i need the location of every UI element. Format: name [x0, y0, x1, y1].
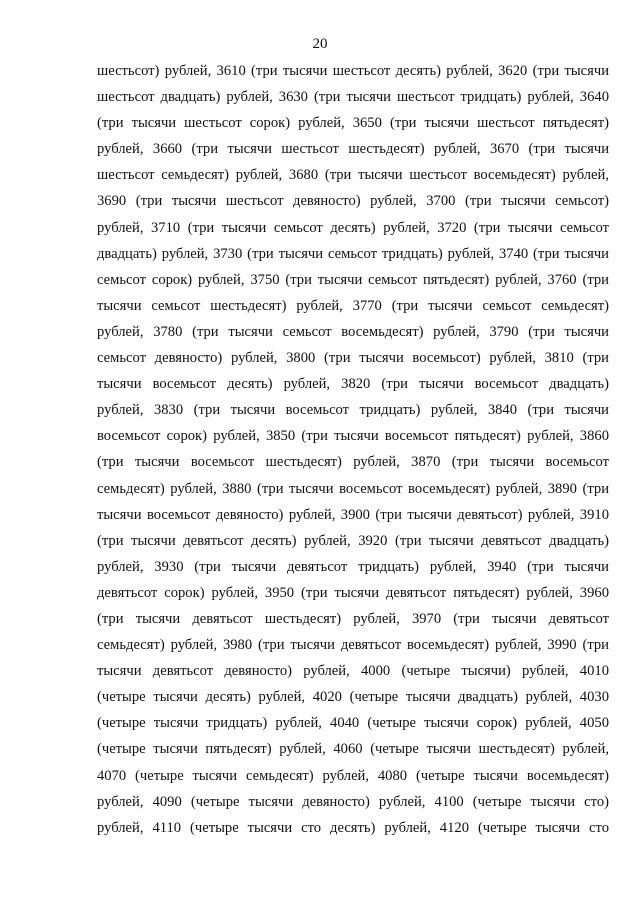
text-line: рублей, 4090 (четыре тысячи девяносто) рублей, 4100 (четыре тысячи сто)	[97, 793, 609, 810]
text-line: семьсот сорок) рублей, 3750 (три тысячи семьсот пятьдесят) рублей, 3760 (три	[97, 271, 609, 288]
text-line: рублей, 3830 (три тысячи восемьсот тридцать) рублей, 3840 (три тысячи	[97, 402, 609, 419]
text-line: рублей, 3710 (три тысячи семьсот десять) рублей, 3720 (три тысячи семьсот	[97, 219, 609, 236]
text-line: тысячи восемьсот девяносто) рублей, 3900 (три тысячи девятьсот) рублей, 3910	[97, 506, 609, 523]
text-line: шестьсот) рублей, 3610 (три тысячи шестьсот десять) рублей, 3620 (три тысячи	[97, 63, 609, 79]
text-line: (три тысячи девятьсот шестьдесят) рублей, 3970 (три тысячи девятьсот	[97, 610, 609, 627]
body-text	[97, 58, 609, 841]
text-line: (четыре тысячи тридцать) рублей, 4040 (четыре тысячи сорок) рублей, 4050	[97, 715, 609, 732]
text-line: шестьсот двадцать) рублей, 3630 (три тысячи шестьсот тридцать) рублей, 3640	[97, 89, 609, 106]
text-line: рублей, 3930 (три тысячи девятьсот тридцать) рублей, 3940 (три тысячи	[97, 558, 609, 575]
text-line: (три тысячи шестьсот сорок) рублей, 3650 (три тысячи шестьсот пятьдесят)	[97, 115, 609, 132]
text-line: девятьсот сорок) рублей, 3950 (три тысячи девятьсот пятьдесят) рублей, 3960	[97, 584, 609, 601]
text-line: (четыре тысячи пятьдесят) рублей, 4060 (четыре тысячи шестьдесят) рублей,	[97, 741, 609, 758]
text-line: 4070 (четыре тысячи семьдесят) рублей, 4080 (четыре тысячи восемьдесят)	[97, 767, 609, 784]
text-line: тысячи восемьсот десять) рублей, 3820 (три тысячи восемьсот двадцать)	[97, 376, 609, 393]
text-line: (четыре тысячи десять) рублей, 4020 (четыре тысячи двадцать) рублей, 4030	[97, 689, 609, 706]
text-line: семьдесят) рублей, 3980 (три тысячи девятьсот восемьдесят) рублей, 3990 (три	[97, 637, 609, 654]
text-line: рублей, 3780 (три тысячи семьсот восемьдесят) рублей, 3790 (три тысячи	[97, 323, 609, 340]
text-line: двадцать) рублей, 3730 (три тысячи семьсот тридцать) рублей, 3740 (три тысячи	[97, 245, 609, 262]
text-line: рублей, 4110 (четыре тысячи сто десять) рублей, 4120 (четыре тысячи сто	[97, 819, 609, 836]
text-line: шестьсот семьдесят) рублей, 3680 (три тысячи шестьсот восемьдесят) рублей,	[97, 167, 609, 184]
text-line: рублей, 3660 (три тысячи шестьсот шестьдесят) рублей, 3670 (три тысячи	[97, 141, 609, 158]
text-line: тысячи семьсот шестьдесят) рублей, 3770 (три тысячи семьсот семьдесят)	[97, 297, 609, 314]
text-line: тысячи девятьсот девяносто) рублей, 4000 (четыре тысячи) рублей, 4010	[97, 663, 609, 680]
text-line: восемьсот сорок) рублей, 3850 (три тысячи восемьсот пятьдесят) рублей, 3860	[97, 428, 609, 445]
page-number: 20	[312, 36, 328, 52]
text-line: (три тысячи восемьсот шестьдесят) рублей, 3870 (три тысячи восемьсот	[97, 454, 609, 471]
text-line: семьсот девяносто) рублей, 3800 (три тысячи восемьсот) рублей, 3810 (три	[97, 350, 609, 367]
text-line: (три тысячи девятьсот десять) рублей, 3920 (три тысячи девятьсот двадцать)	[97, 532, 609, 549]
text-line: 3690 (три тысячи шестьсот девяносто) рублей, 3700 (три тысячи семьсот)	[97, 193, 609, 210]
text-line: семьдесят) рублей, 3880 (три тысячи восемьсот восемьдесят) рублей, 3890 (три	[97, 480, 609, 497]
